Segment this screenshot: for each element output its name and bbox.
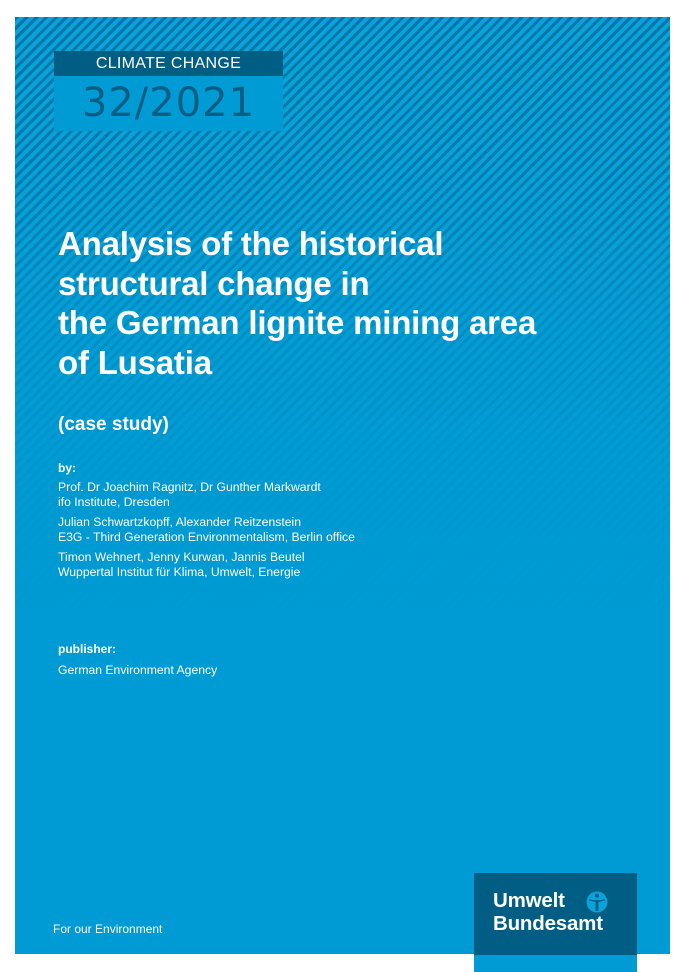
authors-list [58, 480, 355, 585]
cover-panel [15, 17, 670, 954]
author-names: Timon Wehnert, Jenny Kurwan, Jannis Beutel [58, 550, 305, 564]
document-subtitle: (case study) [58, 414, 169, 435]
author-institution: Wuppertal Institut für Klima, Umwelt, Energie [58, 564, 301, 579]
title-line: Analysis of the historical [58, 225, 444, 262]
logo-line-1: Umwelt [493, 889, 565, 912]
author-institution: ifo Institute, Dresden [58, 494, 170, 509]
series-name: CLIMATE CHANGE [54, 51, 283, 76]
logo-extension-bar [474, 955, 637, 972]
author-group [58, 515, 355, 544]
title-line: of Lusatia [58, 343, 212, 381]
logo-line-2: Bundesamt [493, 912, 603, 935]
uba-figure-icon [586, 891, 608, 913]
uba-logo [474, 873, 637, 955]
author-group [58, 480, 355, 509]
issue-number: 32/2021 [54, 76, 283, 131]
authors-label: by: [58, 461, 76, 475]
author-names: Julian Schwartzkopff, Alexander Reitzenstein [58, 515, 301, 529]
title-line: structural change in [58, 264, 370, 302]
publisher-name: German Environment Agency [58, 663, 218, 677]
publisher-label: publisher: [58, 642, 117, 656]
series-badge [54, 51, 283, 131]
author-institution: E3G - Third Generation Environmentalism, Berlin office [58, 529, 355, 544]
author-names: Prof. Dr Joachim Ragnitz, Dr Gunther Markwardt [58, 480, 321, 494]
tagline: For our Environment [53, 922, 163, 936]
document-title [58, 224, 536, 382]
title-line: the German lignite mining area [58, 304, 537, 341]
author-group [58, 550, 355, 579]
